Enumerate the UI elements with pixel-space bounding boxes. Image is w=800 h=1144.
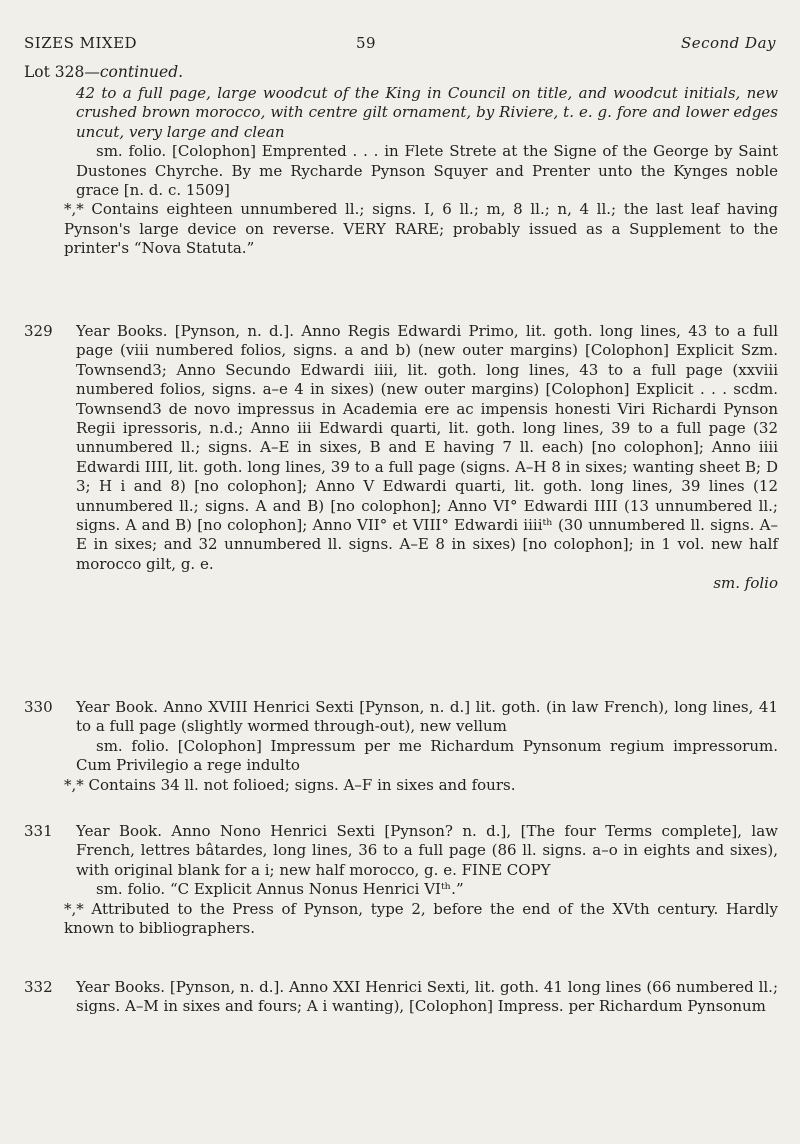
entry-note: *,* Contains eighteen unnumbered ll.; signs. I, 6 ll.; m, 8 ll.; n, 4 ll.; the last leaf having Pynson's large device on reverse. VERY RARE; probably issued as a Supplement to the printer's “Nova Statuta.” [64,200,778,258]
entry-text: Year Books. [Pynson, n. d.]. Anno XXI Henrici Sexti, lit. goth. 41 long lines (66 numbered ll.; signs. A–M in sixes and fours; A i wanting), [Colophon] Impress. per Richardum Pynsonum [76,978,778,1016]
running-header [24,34,776,58]
entry-imprint: sm. folio. [Colophon] Emprented . . . in Flete Strete at the Signe of the George by Saint Dustones Chyrche. By me Rycharde Pynson Squyer and Prenter unto the Kynges noble grace [n. d. c. 1509] [76,142,778,200]
header-left: SIZES MIXED [24,34,138,52]
lot-entry-329 [24,322,778,594]
entry-imprint: sm. folio. “C Explicit Annus Nonus Henrici VIᵗʰ.” [96,880,464,899]
lot-entry-330 [24,698,778,795]
entry-format: sm. folio [713,574,778,593]
entry-text: Year Book. Anno XVIII Henrici Sexti [Pynson, n. d.] lit. goth. (in law French), long lines, 41 to a full page (slightly wormed through-out), new vellum [76,698,778,736]
lot-heading [24,63,183,81]
lot-continued: —continued. [84,63,184,81]
lot-label: Lot 328 [24,63,85,81]
page-number: 59 [356,34,377,52]
lot-entry-332 [24,978,778,1017]
lot-number: 332 [24,978,53,996]
entry-note: *,* Contains 34 ll. not folioed; signs. A–F in sixes and fours. [64,775,516,794]
entry-text: Year Book. Anno Nono Henrici Sexti [Pynson? n. d.], [The four Terms complete], law French, lettres bâtardes, long lines, 36 to a full page (86 ll. signs. a–o in eights and sixes), with original blank for a i; new half morocco, g. e. FINE COPY [76,822,778,879]
entry-text: Year Books. [Pynson, n. d.]. Anno Regis Edwardi Primo, lit. goth. long lines, 43 to a full page (viii numbered folios, signs. a and b) (new outer margins) [Colophon] Explicit Szm. Townsend3; Anno Secundo Edwardi iiii, lit. goth. long lines, 43 to a full page (xxviii numbered folios, signs. a–e 4 in sixes) (new outer margins) [Colophon] Explicit . . . scdm. Townsend3 de novo impressus in Academia ere ac impensis honesti Viri Richardi Pynson Regii ipressoris, n.d.; Anno iii Edwardi quarti, lit. goth. long lines, 39 to a full page (32 unnumbered ll.; signs. A–E in sixes, B and E having 7 ll. each) [no colophon]; Anno iiii Edwardi IIII, lit. goth. long lines, 39 to a full page (signs. A–H 8 in sixes; wanting sheet B; D 3; H i and 8) [no colophon]; Anno V Edwardi quarti, lit. goth. long lines, 39 lines (12 unnumbered ll.; signs. A and B) [no colophon]; Anno VI° Edwardi IIII (13 unnumbered ll.; signs. A and B) [no colophon]; Anno VII° et VIII° Edwardi iiiiᵗʰ (30 unnumbered ll. signs. A–E in sixes; and 32 unnumbered ll. signs. A–E 8 in sixes) [no colophon]; in 1 vol. new half morocco gilt, g. e. [76,322,778,573]
entry-note: *,* Attributed to the Press of Pynson, type 2, before the end of the XVth century. Hardly known to bibliographers. [64,899,778,938]
lot-number: 329 [24,322,53,340]
entry-text: 42 to a full page, large woodcut of the King in Council on title, and woodcut initials, new crushed brown morocco, with centre gilt ornament, by Riviere, t. e. g. fore and lower edges uncut, very large and clean [76,84,778,141]
lot-number: 331 [24,822,53,840]
lot-entry-328 [24,84,778,259]
entry-imprint: sm. folio. [Colophon] Impressum per me Richardum Pynsonum regium impressorum. Cum Privilegio a rege indulto [76,736,778,775]
lot-entry-331 [24,822,778,938]
header-right: Second Day [680,34,776,52]
lot-number: 330 [24,698,53,716]
